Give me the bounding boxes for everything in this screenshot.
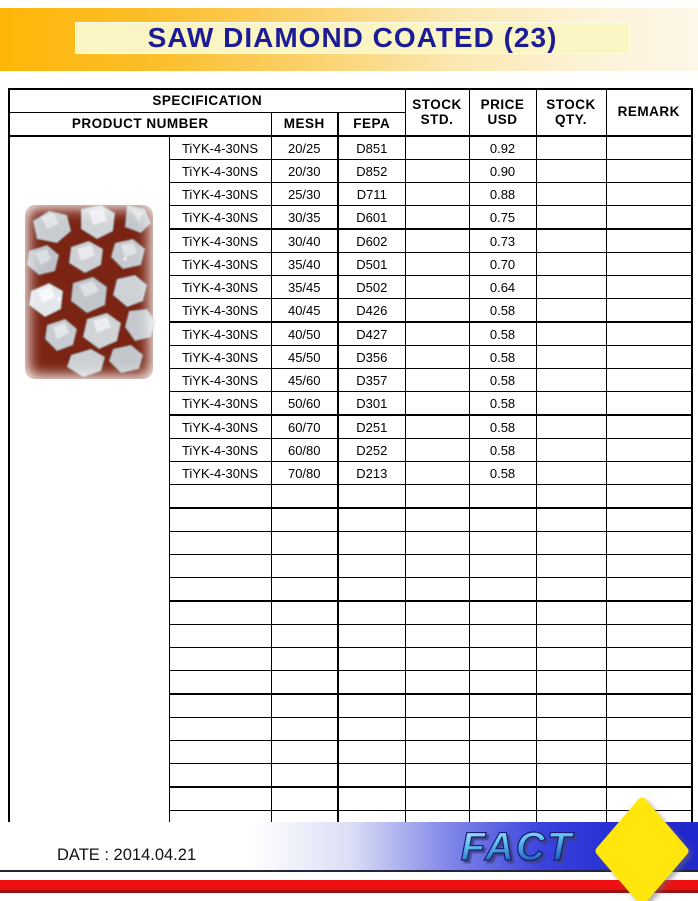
price-usd-cell: 0.90 xyxy=(469,160,536,183)
mesh-cell: 25/30 xyxy=(271,183,338,206)
stock-std-cell xyxy=(405,183,469,206)
mesh-cell: 70/80 xyxy=(271,462,338,485)
remark-cell xyxy=(606,229,692,253)
price-usd-cell: 0.70 xyxy=(469,253,536,276)
stock-qty-cell xyxy=(536,346,606,369)
price-usd-cell: 0.58 xyxy=(469,299,536,323)
remark-cell xyxy=(606,276,692,299)
remark-cell xyxy=(606,392,692,416)
stock-std-cell xyxy=(405,206,469,230)
remark-cell xyxy=(606,183,692,206)
header-remark: REMARK xyxy=(606,89,692,136)
remark-cell xyxy=(606,253,692,276)
stock-qty-cell xyxy=(536,253,606,276)
product-number-cell: TiYK-4-30NS xyxy=(169,392,271,416)
remark-cell xyxy=(606,136,692,160)
mesh-cell: 45/50 xyxy=(271,346,338,369)
price-usd-cell: 0.58 xyxy=(469,415,536,439)
header-specification: SPECIFICATION xyxy=(9,89,405,113)
header-stock-qty: STOCK QTY. xyxy=(536,89,606,136)
stock-qty-cell xyxy=(536,462,606,485)
remark-cell xyxy=(606,415,692,439)
fepa-cell: D852 xyxy=(338,160,405,183)
stock-qty-cell xyxy=(536,369,606,392)
title-banner xyxy=(0,8,698,71)
stock-std-cell xyxy=(405,392,469,416)
header-product-number: PRODUCT NUMBER xyxy=(9,113,271,137)
table-row xyxy=(9,136,692,160)
product-number-cell: TiYK-4-30NS xyxy=(169,229,271,253)
mesh-cell: 20/30 xyxy=(271,160,338,183)
fepa-cell: D252 xyxy=(338,439,405,462)
remark-cell xyxy=(606,206,692,230)
price-usd-cell: 0.58 xyxy=(469,322,536,346)
price-usd-cell: 0.58 xyxy=(469,369,536,392)
fepa-cell: D427 xyxy=(338,322,405,346)
mesh-cell: 35/45 xyxy=(271,276,338,299)
fepa-cell: D301 xyxy=(338,392,405,416)
fact-logo-text: FACT xyxy=(460,825,574,869)
title-box xyxy=(75,22,630,54)
mesh-cell: 60/70 xyxy=(271,415,338,439)
fepa-cell: D356 xyxy=(338,346,405,369)
fepa-cell: D602 xyxy=(338,229,405,253)
mesh-cell: 30/40 xyxy=(271,229,338,253)
stock-qty-cell xyxy=(536,229,606,253)
product-number-cell: TiYK-4-30NS xyxy=(169,299,271,323)
remark-cell xyxy=(606,160,692,183)
fepa-cell: D502 xyxy=(338,276,405,299)
product-number-cell: TiYK-4-30NS xyxy=(169,276,271,299)
price-usd-cell: 0.73 xyxy=(469,229,536,253)
stock-qty-cell xyxy=(536,415,606,439)
price-usd-cell: 0.64 xyxy=(469,276,536,299)
stock-qty-cell xyxy=(536,183,606,206)
fepa-cell: D851 xyxy=(338,136,405,160)
fepa-cell: D711 xyxy=(338,183,405,206)
fepa-cell: D213 xyxy=(338,462,405,485)
photo-cell xyxy=(9,136,169,834)
fepa-cell: D601 xyxy=(338,206,405,230)
mesh-cell: 35/40 xyxy=(271,253,338,276)
remark-cell xyxy=(606,322,692,346)
fepa-cell: D501 xyxy=(338,253,405,276)
stock-std-cell xyxy=(405,229,469,253)
product-number-cell: TiYK-4-30NS xyxy=(169,439,271,462)
stock-qty-cell xyxy=(536,160,606,183)
stock-qty-cell xyxy=(536,392,606,416)
stock-std-cell xyxy=(405,160,469,183)
price-usd-cell: 0.92 xyxy=(469,136,536,160)
price-usd-cell: 0.58 xyxy=(469,462,536,485)
fact-logo xyxy=(432,824,602,870)
stock-std-cell xyxy=(405,253,469,276)
mesh-cell: 60/80 xyxy=(271,439,338,462)
stock-std-cell xyxy=(405,415,469,439)
product-number-cell: TiYK-4-30NS xyxy=(169,346,271,369)
yellow-diamond-icon xyxy=(590,796,694,901)
stock-qty-cell xyxy=(536,439,606,462)
price-usd-cell: 0.75 xyxy=(469,206,536,230)
diamond-crystals-photo xyxy=(19,199,159,385)
stock-std-cell xyxy=(405,439,469,462)
product-number-cell: TiYK-4-30NS xyxy=(169,415,271,439)
header-price-usd: PRICE USD xyxy=(469,89,536,136)
product-number-cell: TiYK-4-30NS xyxy=(169,369,271,392)
stock-qty-cell xyxy=(536,299,606,323)
price-usd-cell: 0.58 xyxy=(469,392,536,416)
page-title: SAW DIAMOND COATED (23) xyxy=(147,22,558,53)
product-number-cell: TiYK-4-30NS xyxy=(169,136,271,160)
mesh-cell: 40/45 xyxy=(271,299,338,323)
stock-std-cell xyxy=(405,462,469,485)
header-mesh: MESH xyxy=(271,113,338,137)
stock-qty-cell xyxy=(536,206,606,230)
stock-std-cell xyxy=(405,346,469,369)
mesh-cell: 30/35 xyxy=(271,206,338,230)
stock-qty-cell xyxy=(536,276,606,299)
remark-cell xyxy=(606,439,692,462)
remark-cell xyxy=(606,462,692,485)
spec-table xyxy=(8,88,693,835)
price-usd-cell: 0.58 xyxy=(469,346,536,369)
fepa-cell: D357 xyxy=(338,369,405,392)
remark-cell xyxy=(606,299,692,323)
price-usd-cell: 0.58 xyxy=(469,439,536,462)
product-number-cell: TiYK-4-30NS xyxy=(169,160,271,183)
mesh-cell: 20/25 xyxy=(271,136,338,160)
product-number-cell: TiYK-4-30NS xyxy=(169,322,271,346)
header-stock-std: STOCK STD. xyxy=(405,89,469,136)
product-number-cell: TiYK-4-30NS xyxy=(169,253,271,276)
stock-qty-cell xyxy=(536,136,606,160)
product-number-cell: TiYK-4-30NS xyxy=(169,183,271,206)
stock-std-cell xyxy=(405,299,469,323)
price-usd-cell: 0.88 xyxy=(469,183,536,206)
stock-std-cell xyxy=(405,136,469,160)
product-number-cell: TiYK-4-30NS xyxy=(169,206,271,230)
remark-cell xyxy=(606,369,692,392)
mesh-cell: 50/60 xyxy=(271,392,338,416)
stock-std-cell xyxy=(405,369,469,392)
stock-qty-cell xyxy=(536,322,606,346)
product-number-cell: TiYK-4-30NS xyxy=(169,462,271,485)
mesh-cell: 45/60 xyxy=(271,369,338,392)
fepa-cell: D426 xyxy=(338,299,405,323)
mesh-cell: 40/50 xyxy=(271,322,338,346)
stock-std-cell xyxy=(405,276,469,299)
header-fepa: FEPA xyxy=(338,113,405,137)
date-label: DATE : 2014.04.21 xyxy=(57,846,197,864)
stock-std-cell xyxy=(405,322,469,346)
fepa-cell: D251 xyxy=(338,415,405,439)
remark-cell xyxy=(606,346,692,369)
